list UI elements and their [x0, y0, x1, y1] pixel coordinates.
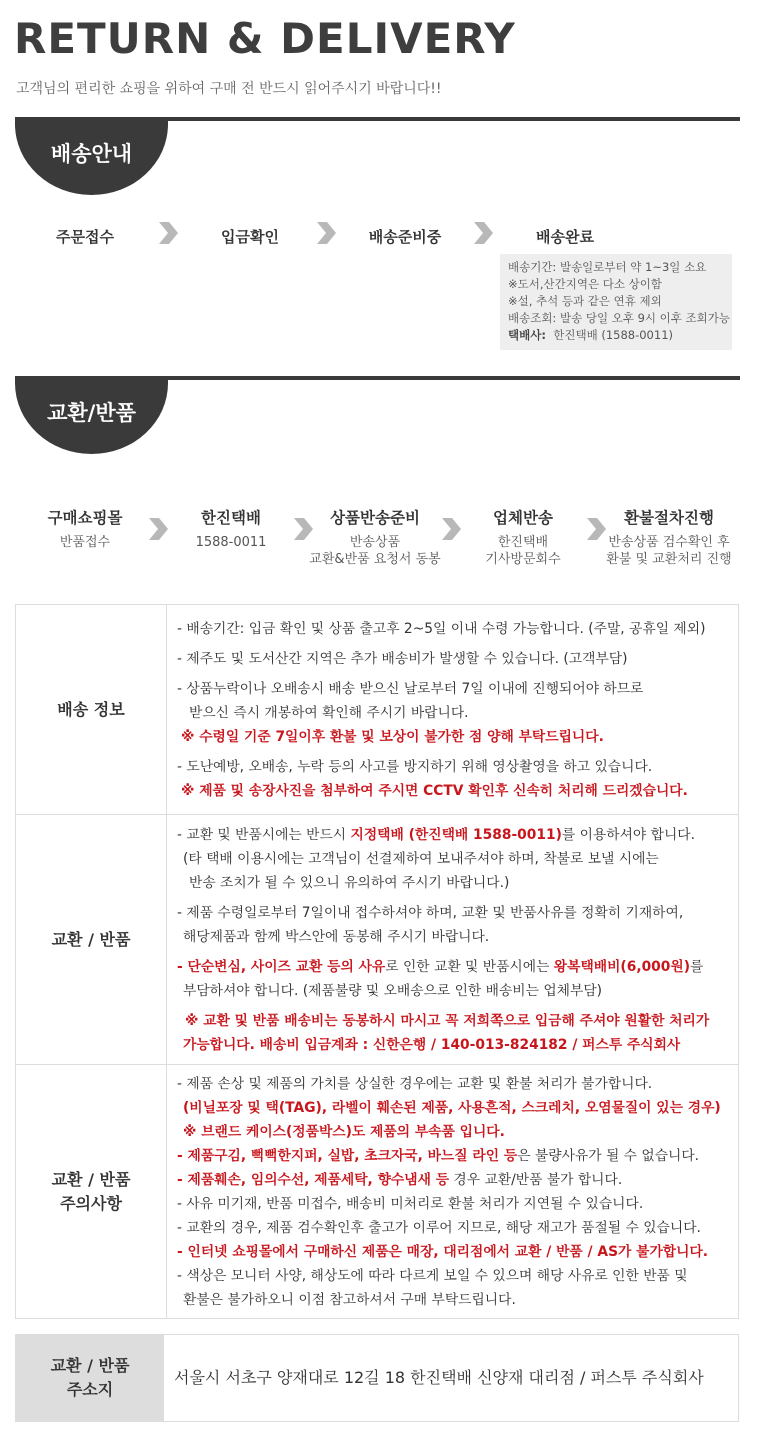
text-span: 를 이용하셔야 합니다.: [561, 826, 695, 843]
return-step-4: [468, 506, 578, 568]
text-span: 로 인한 교환 및 반품시에는: [385, 958, 554, 975]
warning-line: ※ 교환 및 반품 배송비는 동봉하시 마시고 꼭 저희쪽으로 입금해 주셔야 원활한 처리가: [185, 1012, 710, 1029]
delivery-step-4: 배송완료: [536, 228, 594, 246]
return-step-title: 업체반송: [493, 509, 553, 527]
text-line: 받으신 즉시 개봉하여 확인해 주시기 바랍니다.: [189, 704, 469, 721]
courier-label: 택배사:: [508, 328, 546, 342]
row-header: [16, 1065, 167, 1319]
highlight-span: 왕복택배비(6,000원): [553, 958, 691, 975]
address-header-line: 주소지: [66, 1380, 114, 1399]
return-step-sub: 1588-0011: [195, 535, 267, 550]
table-row-caution: [16, 1065, 739, 1319]
delivery-step-2: 입금확인: [221, 228, 279, 246]
delivery-info-box: [500, 254, 732, 350]
text-line: - 색상은 모니터 사양, 해상도에 따라 다르게 보일 수 있으며 해당 사유로 인한 반품 및: [177, 1267, 688, 1284]
warning-line: ※ 수령일 기준 7일이후 환불 및 보상이 불가한 점 양해 부탁드립니다.: [181, 728, 604, 745]
text-line: 환불은 불가하오니 이점 참고하셔서 구매 부탁드립니다.: [183, 1291, 516, 1308]
row-body: [167, 605, 739, 815]
info-line: ※도서,산간지역은 다소 상이함: [508, 277, 662, 291]
info-line: ※설, 추석 등과 같은 연휴 제외: [508, 294, 662, 308]
info-courier: [508, 327, 732, 344]
table-row-shipping: [16, 605, 739, 815]
row-body: [167, 815, 739, 1065]
highlight-span: - 단순변심, 사이즈 교환 등의 사유: [177, 958, 386, 975]
text-span: 경우 교환/반품 불가 합니다.: [449, 1171, 623, 1188]
courier-value: 한진택배 (1588-0011): [553, 328, 673, 342]
text-span: - 교환 및 반품시에는 반드시: [177, 826, 351, 843]
chevron-right-icon: [315, 221, 337, 245]
highlight-span: - 제품구김, 뻑뻑한지퍼, 실밥, 초크자국, 바느질 라인 등: [177, 1147, 518, 1164]
row-body: [167, 1065, 739, 1319]
return-step-sub: 반송상품 검수확인 후: [608, 535, 730, 550]
delivery-step-3: 배송준비중: [368, 228, 442, 246]
row-header: 교환 / 반품: [16, 815, 167, 1065]
chevron-right-icon: [157, 221, 179, 245]
return-step-sub: 교환&반품 요청서 동봉: [309, 552, 441, 567]
return-step-sub: 반품접수: [59, 535, 111, 550]
warning-line: - 인터넷 쇼핑몰에서 구매하신 제품은 매장, 대리점에서 교환 / 반품 / AS가 불가합니다.: [177, 1243, 709, 1260]
returns-badge: 교환/반품: [15, 380, 168, 454]
table-row-exchange: [16, 815, 739, 1065]
text-line: - 교환의 경우, 제품 검수확인후 출고가 이루어 지므로, 해당 재고가 품절될 수 있습니다.: [177, 1219, 701, 1236]
text-line: [177, 1144, 732, 1168]
return-step-title: 구매쇼핑몰: [47, 509, 123, 527]
text-line: [177, 955, 732, 979]
return-step-title: 상품반송준비: [330, 509, 420, 527]
chevron-right-icon: [440, 517, 462, 541]
row-header-line: 주의사항: [60, 1193, 122, 1213]
return-step-sub: 기사방문회수: [485, 552, 561, 567]
text-line: - 제품 손상 및 제품의 가치를 상실한 경우에는 교환 및 환불 처리가 불가합니다.: [177, 1075, 653, 1092]
return-step-title: 환불절차진행: [624, 509, 714, 527]
address-header: [16, 1335, 164, 1421]
warning-line: 가능합니다. 배송비 입금계좌 : 신한은행 / 140-013-824182 / 퍼스투 주식회사: [183, 1036, 681, 1053]
return-step-sub: 환불 및 교환처리 진행: [606, 552, 732, 567]
text-line: 부담하셔야 합니다. (제품불량 및 오배송으로 인한 배송비는 업체부담): [183, 982, 603, 999]
text-line: - 제주도 및 도서산간 지역은 추가 배송비가 발생할 수 있습니다. (고객부담): [177, 650, 628, 667]
chevron-right-icon: [147, 517, 169, 541]
warning-line: (비닐포장 및 택(TAG), 라벨이 훼손된 제품, 사용흔적, 스크레치, 오염물질이 있는 경우): [183, 1099, 721, 1116]
return-step-2: [176, 506, 286, 551]
policy-table: [15, 604, 739, 1319]
text-line: (타 택배 이용시에는 고객님이 선결제하여 보내주셔야 하며, 착불로 보낼 시에는: [183, 850, 659, 867]
row-header-line: 교환 / 반품: [51, 1169, 131, 1189]
delivery-badge: 배송안내: [15, 121, 168, 195]
return-step-title: 한진택배: [201, 509, 261, 527]
address-value: 서울시 서초구 양재대로 12길 18 한진택배 신양재 대리점 / 퍼스투 주식회사: [174, 1368, 704, 1387]
page-title: RETURN & DELIVERY: [14, 14, 516, 63]
address-box: [15, 1334, 739, 1422]
text-line: [177, 823, 732, 847]
info-line: 배송조회: 발송 당일 오후 9시 이후 조회가능: [508, 311, 730, 325]
return-step-sub: 한진택배: [497, 535, 549, 550]
text-span: 은 불량사유가 될 수 없습니다.: [517, 1147, 700, 1164]
warning-line: ※ 제품 및 송장사진을 첨부하여 주시면 CCTV 확인후 신속히 처리해 드리겠습니다.: [181, 782, 688, 799]
text-line: - 상품누락이나 오배송시 배송 받으신 날로부터 7일 이내에 진행되어야 하므로: [177, 680, 644, 697]
text-line: - 제품 수령일로부터 7일이내 접수하셔야 하며, 교환 및 반품사유를 정확히 기재하여,: [177, 904, 684, 921]
text-line: 해당제품과 함께 박스안에 동봉해 주시기 바랍니다.: [183, 928, 490, 945]
warning-line: ※ 브랜드 케이스(정품박스)도 제품의 부속품 입니다.: [183, 1123, 505, 1140]
return-step-sub: 반송상품: [349, 535, 401, 550]
text-line: - 배송기간: 입금 확인 및 상품 출고후 2~5일 이내 수령 가능합니다. (주말, 공휴일 제외): [177, 620, 706, 637]
chevron-right-icon: [472, 221, 494, 245]
return-step-3: [305, 506, 445, 568]
row-header: 배송 정보: [16, 605, 167, 815]
return-step-1: [30, 506, 140, 551]
highlight-span: - 제품훼손, 임의수선, 제품세탁, 향수냄새 등: [177, 1171, 450, 1188]
highlight-span: 지정택배 (한진택배 1588-0011): [350, 826, 562, 843]
text-line: [177, 1168, 732, 1192]
info-line: 배송기간: 발송일로부터 약 1~3일 소요: [508, 260, 707, 274]
page-subtitle: 고객님의 편리한 쇼핑을 위하여 구매 전 반드시 읽어주시기 바랍니다!!: [16, 81, 442, 97]
text-span: 를: [690, 958, 704, 975]
address-header-line: 교환 / 반품: [50, 1356, 130, 1375]
return-step-5: [596, 506, 742, 568]
text-line: - 사유 미기재, 반품 미접수, 배송비 미처리로 환불 처리가 지연될 수 있습니다.: [177, 1195, 644, 1212]
text-line: - 도난예방, 오배송, 누락 등의 사고를 방지하기 위해 영상촬영을 하고 있습니다.: [177, 758, 653, 775]
text-line: 반송 조치가 될 수 있으니 유의하여 주시기 바랍니다.): [189, 874, 510, 891]
delivery-step-1: 주문접수: [56, 228, 114, 246]
